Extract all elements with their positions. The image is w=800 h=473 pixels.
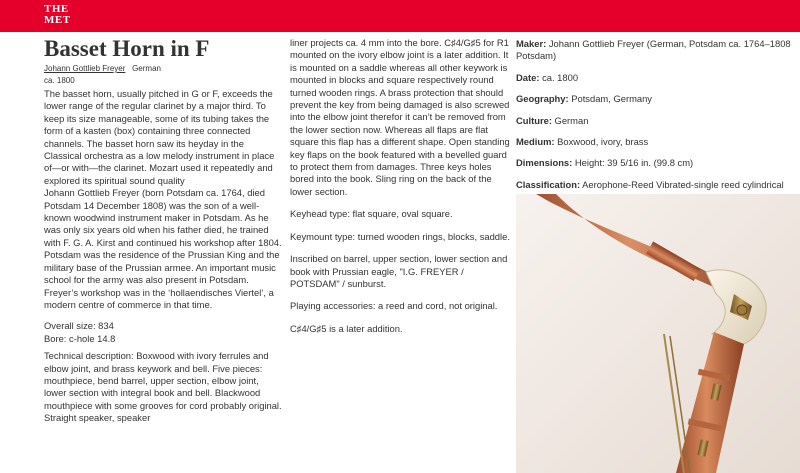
object-description: The basset horn, usually pitched in G or F, exceeds the lower range of the regular clarinet by a major third. To keep its size manageable, some of its tubing takes the form of a kasten (box) containing three connected channels. The basset horn saw its heyday in the Classical orchestra as a low melody instrument in place of—or with—the clarinet. Mozart used it repeatedly and explored its spiritual sound quality: [44, 88, 275, 186]
overall-size: Overall size: 834: [44, 320, 114, 332]
artist-nationality: German: [132, 64, 161, 73]
meta-maker: Maker: Johann Gottlieb Freyer (German, Potsdam ca. 1764–1808 Potsdam): [516, 38, 791, 62]
meta-geography: Geography: Potsdam, Germany: [516, 93, 652, 105]
logo-line-1: THE: [44, 3, 69, 15]
technical-description: Technical description: Boxwood with ivory ferrules and elbow joint, and brass keywork and bell. Five pieces: mouthpiece, bend barrel, upper section, elbow joint, lower section with integral book and bell. Blackwood mouthpiece with some grooves for cord probably original. Straight speaker, speaker: [44, 350, 282, 424]
artist-line: [44, 64, 282, 73]
artist-link[interactable]: Johann Gottlieb Freyer: [44, 64, 126, 73]
metadata-column: [516, 38, 800, 200]
object-details-column: [290, 37, 512, 345]
meta-date: Date: ca. 1800: [516, 71, 579, 83]
object-date: ca. 1800: [44, 76, 75, 85]
met-logo[interactable]: [44, 4, 71, 26]
instrument-illustration: [516, 194, 800, 473]
meta-medium: Medium: Boxwood, ivory, brass: [516, 136, 649, 148]
keymount-type: Keymount type: turned wooden rings, blocks, saddle.: [290, 230, 510, 242]
technical-description-continued: liner projects ca. 4 mm into the bore. C♯4/G♯5 for R1 mounted on the ivory elbow joint is a later addition. It is mounted on a saddle whereas all other keywork is mounted in blocks and square respectively round turned wooden rings. A brass protection that should prevent the key from being damaged is also screwed into the elbow joint therefor it can’t be removed from the lower section now. Whereas all flaps are flat square this flap has a different shape. Open standing key flaps on the book featured with a bevelled guard to protect them from damages. Three keys holes bored into the book. Sling ring on the back of the lower section.: [290, 37, 510, 197]
later-addition-note: C♯4/G♯5 is a later addition.: [290, 322, 403, 334]
playing-accessories: Playing accessories: a reed and cord, not original.: [290, 300, 498, 312]
object-main-column: [44, 36, 282, 425]
bore-size: Bore: c-hole 14.8: [44, 332, 116, 344]
basset-horn-photo[interactable]: [516, 194, 800, 473]
measurements: [44, 320, 282, 345]
meta-classification: Classification: Aerophone-Reed Vibrated-single reed cylindrical: [516, 178, 784, 190]
maker-biography: Johann Gottlieb Freyer (born Potsdam ca. 1764, died Potsdam 14 December 1808) was the son of a well-known woodwind instrument maker in Potsdam. As he was only six years old when his father died, he trained with F. G. A. Kirst and continued his workshop after 1804. Potsdam was the residence of the Prussian King and the military base of the Prussian armee. An important music school for the army was also present in Potsdam. Freyer’s workshop was in the ‘hollaendisches Viertel’, a modern centre of commerce in that time.: [44, 187, 282, 310]
object-title: Basset Horn in F: [44, 36, 210, 61]
logo-line-2: MET: [44, 14, 71, 26]
site-header: [0, 0, 800, 32]
inscription: Inscribed on barrel, upper section, lower section and book with Prussian eagle, "I.G. FREYER / POTSDAM" / sunburst.: [290, 253, 508, 289]
meta-culture: Culture: German: [516, 114, 589, 126]
meta-dimensions: Dimensions: Height: 39 5/16 in. (99.8 cm): [516, 157, 694, 169]
keyhead-type: Keyhead type: flat square, oval square.: [290, 208, 453, 220]
